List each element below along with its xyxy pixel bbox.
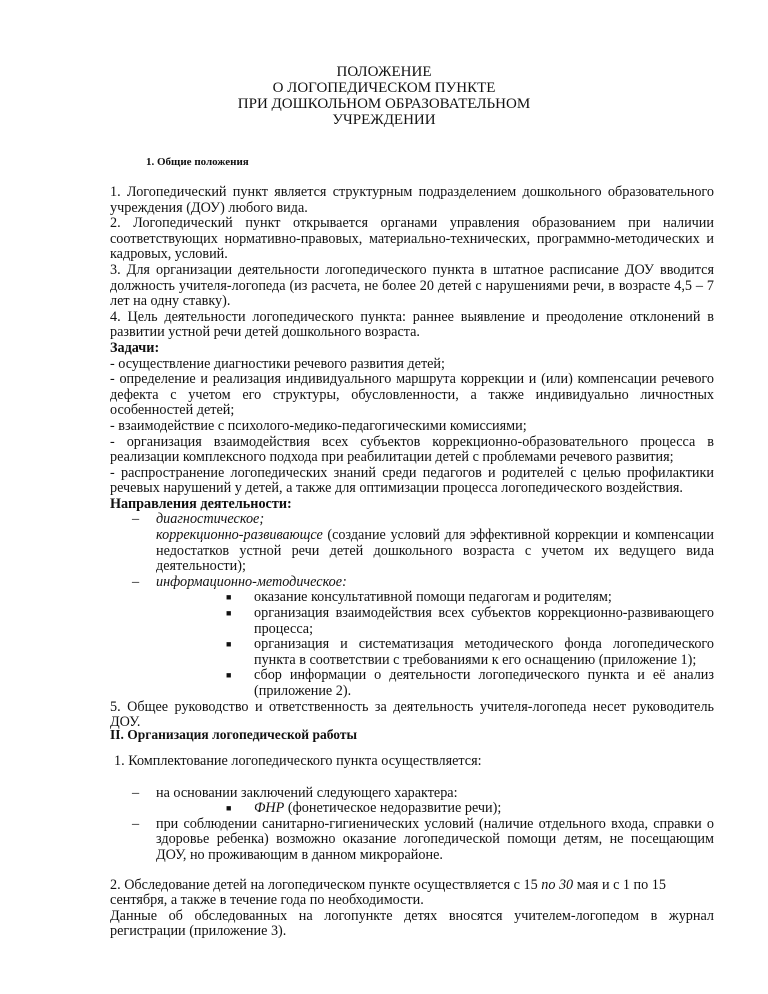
section1-body [110, 185, 714, 731]
paragraph-3: 3. Для организации деятельности логопедического пункта в штатное расписание ДОУ вводится должность учителя-логопеда (из расчета, не более 20 детей с нарушениями речи, в возрасте 4,5 – 7 лет на одну ставку). [110, 261, 714, 310]
paragraph-1: 1. Логопедический пункт является структурным подразделением дошкольного образовательного учреждения (ДОУ) любого вида. [110, 184, 714, 216]
section2-item [110, 786, 714, 802]
sub-item [110, 590, 714, 606]
sub-item-text: оказание консультативной помощи педагогам и родителям; [254, 589, 612, 606]
title-line: УЧРЕЖДЕНИИ [332, 112, 436, 128]
direction-label: диагностическое; [156, 511, 265, 528]
sub-item-text: сбор информации о деятельности логопедического пункта и её анализ (приложение 2). [254, 667, 714, 699]
task-item: - распространение логопедических знаний среди педагогов и родителей с целью профилактики речевых нарушений у детей, а также для оптимизации процесса логопедического воздействия. [110, 464, 714, 497]
direction-item [110, 528, 714, 575]
sub-item-text [218, 801, 714, 817]
square-bullet-icon: ■ [226, 803, 232, 814]
title-line: ПОЛОЖЕНИЕ [336, 64, 432, 80]
section1-heading: 1. Общие положения [146, 156, 249, 168]
section2-paragraph-1: 1. Комплектование логопедического пункта осуществляется: [114, 753, 482, 769]
task-item: - взаимодействие с психолого-медико-педагогическими комиссиями; [110, 417, 527, 434]
tasks-heading: Задачи: [110, 339, 160, 356]
task-item: - осуществление диагностики речевого развития детей; [110, 355, 445, 372]
section2-item-text: при соблюдении санитарно-гигиенических условий (наличие отдельного входа, справки о здоровье ребенка) возможно оказание логопедической помощи детям, не посещающим ДОУ, но проживающим в данном микрорайоне. [156, 815, 714, 863]
title-line: О ЛОГОПЕДИЧЕСКОМ ПУНКТЕ [272, 80, 496, 96]
direction-text: (создание условий для эффективной коррекции и компенсации недостатков устной речи детей дошкольного возраста с учетом их ведущего вида деятельности); [156, 527, 714, 575]
direction-item [110, 575, 714, 591]
task-item: - организация взаимодействия всех субъектов коррекционно-образовательного процесса в реализации комплексного подхода при реабилитации детей с проблемами речевого развития; [110, 433, 714, 466]
section2-heading: II. Организация логопедической работы [110, 727, 358, 742]
square-bullet-icon: ■ [226, 639, 232, 650]
dash-bullet: – [132, 815, 140, 832]
fnr-label: ФНР [254, 800, 285, 817]
square-bullet-icon: ■ [226, 608, 232, 619]
paragraph-2: 2. Логопедический пункт открывается органами управления образованием при наличии соответствующих нормативно-правовых, материально-технических, программно-методических и кадровых, условий. [110, 215, 714, 263]
sub-item-text: организация взаимодействия всех субъектов коррекционно-развивающего процесса; [254, 605, 714, 637]
direction-label: информационно-методическое: [156, 573, 347, 590]
title-line: ПРИ ДОШКОЛЬНОМ ОБРАЗОВАТЕЛЬНОМ [237, 96, 531, 112]
document-title [0, 64, 768, 128]
task-item: - определение и реализация индивидуального маршрута коррекции и (или) компенсации речевого дефекта с учетом его структуры, обусловленности, а также индивидуально личностных особенностей детей; [110, 371, 714, 419]
square-bullet-icon: ■ [226, 670, 232, 681]
sub-item [110, 801, 714, 817]
exam-text-italic: по 30 [541, 876, 574, 893]
fnr-text: (фонетическое недоразвитие речи); [284, 800, 502, 817]
section2-item-text: на основании заключений следующего характера: [156, 784, 458, 801]
section2-paragraph-3: Данные об обследованных на логопункте детях вносятся учителем-логопедом в журнал регистрации (приложение 3). [110, 907, 714, 940]
direction-item [110, 512, 714, 528]
sub-item-text: организация и систематизация методического фонда логопедического пункта в соответствии с требованиями к его оснащению (приложение 1); [254, 636, 714, 668]
sub-item [110, 637, 714, 668]
exam-text: 2. Обследование детей на логопедическом пункте осуществляется с 15 [110, 876, 542, 893]
section2-item [110, 817, 714, 864]
section2-body [110, 754, 714, 940]
paragraph-4: 4. Цель деятельности логопедического пункта: раннее выявление и преодоление отклонений в развитии устной речи детей дошкольного возраста. [110, 308, 714, 341]
dash-bullet: – [132, 511, 140, 528]
square-bullet-icon: ■ [226, 592, 232, 603]
sub-item [110, 606, 714, 637]
sub-item [110, 668, 714, 699]
dash-bullet: – [132, 784, 140, 801]
directions-heading: Направления деятельности: [110, 495, 292, 512]
dash-bullet: – [132, 573, 140, 590]
exam-text: мая и с 1 по 15 сентября, а также в течение года по необходимости. [110, 876, 666, 909]
direction-label: коррекционно-развивающсе [156, 527, 323, 544]
paragraph-5: 5. Общее руководство и ответственность за деятельность учителя-логопеда несет руководитель ДОУ. [110, 698, 714, 731]
section2-paragraph-2 [110, 878, 714, 909]
